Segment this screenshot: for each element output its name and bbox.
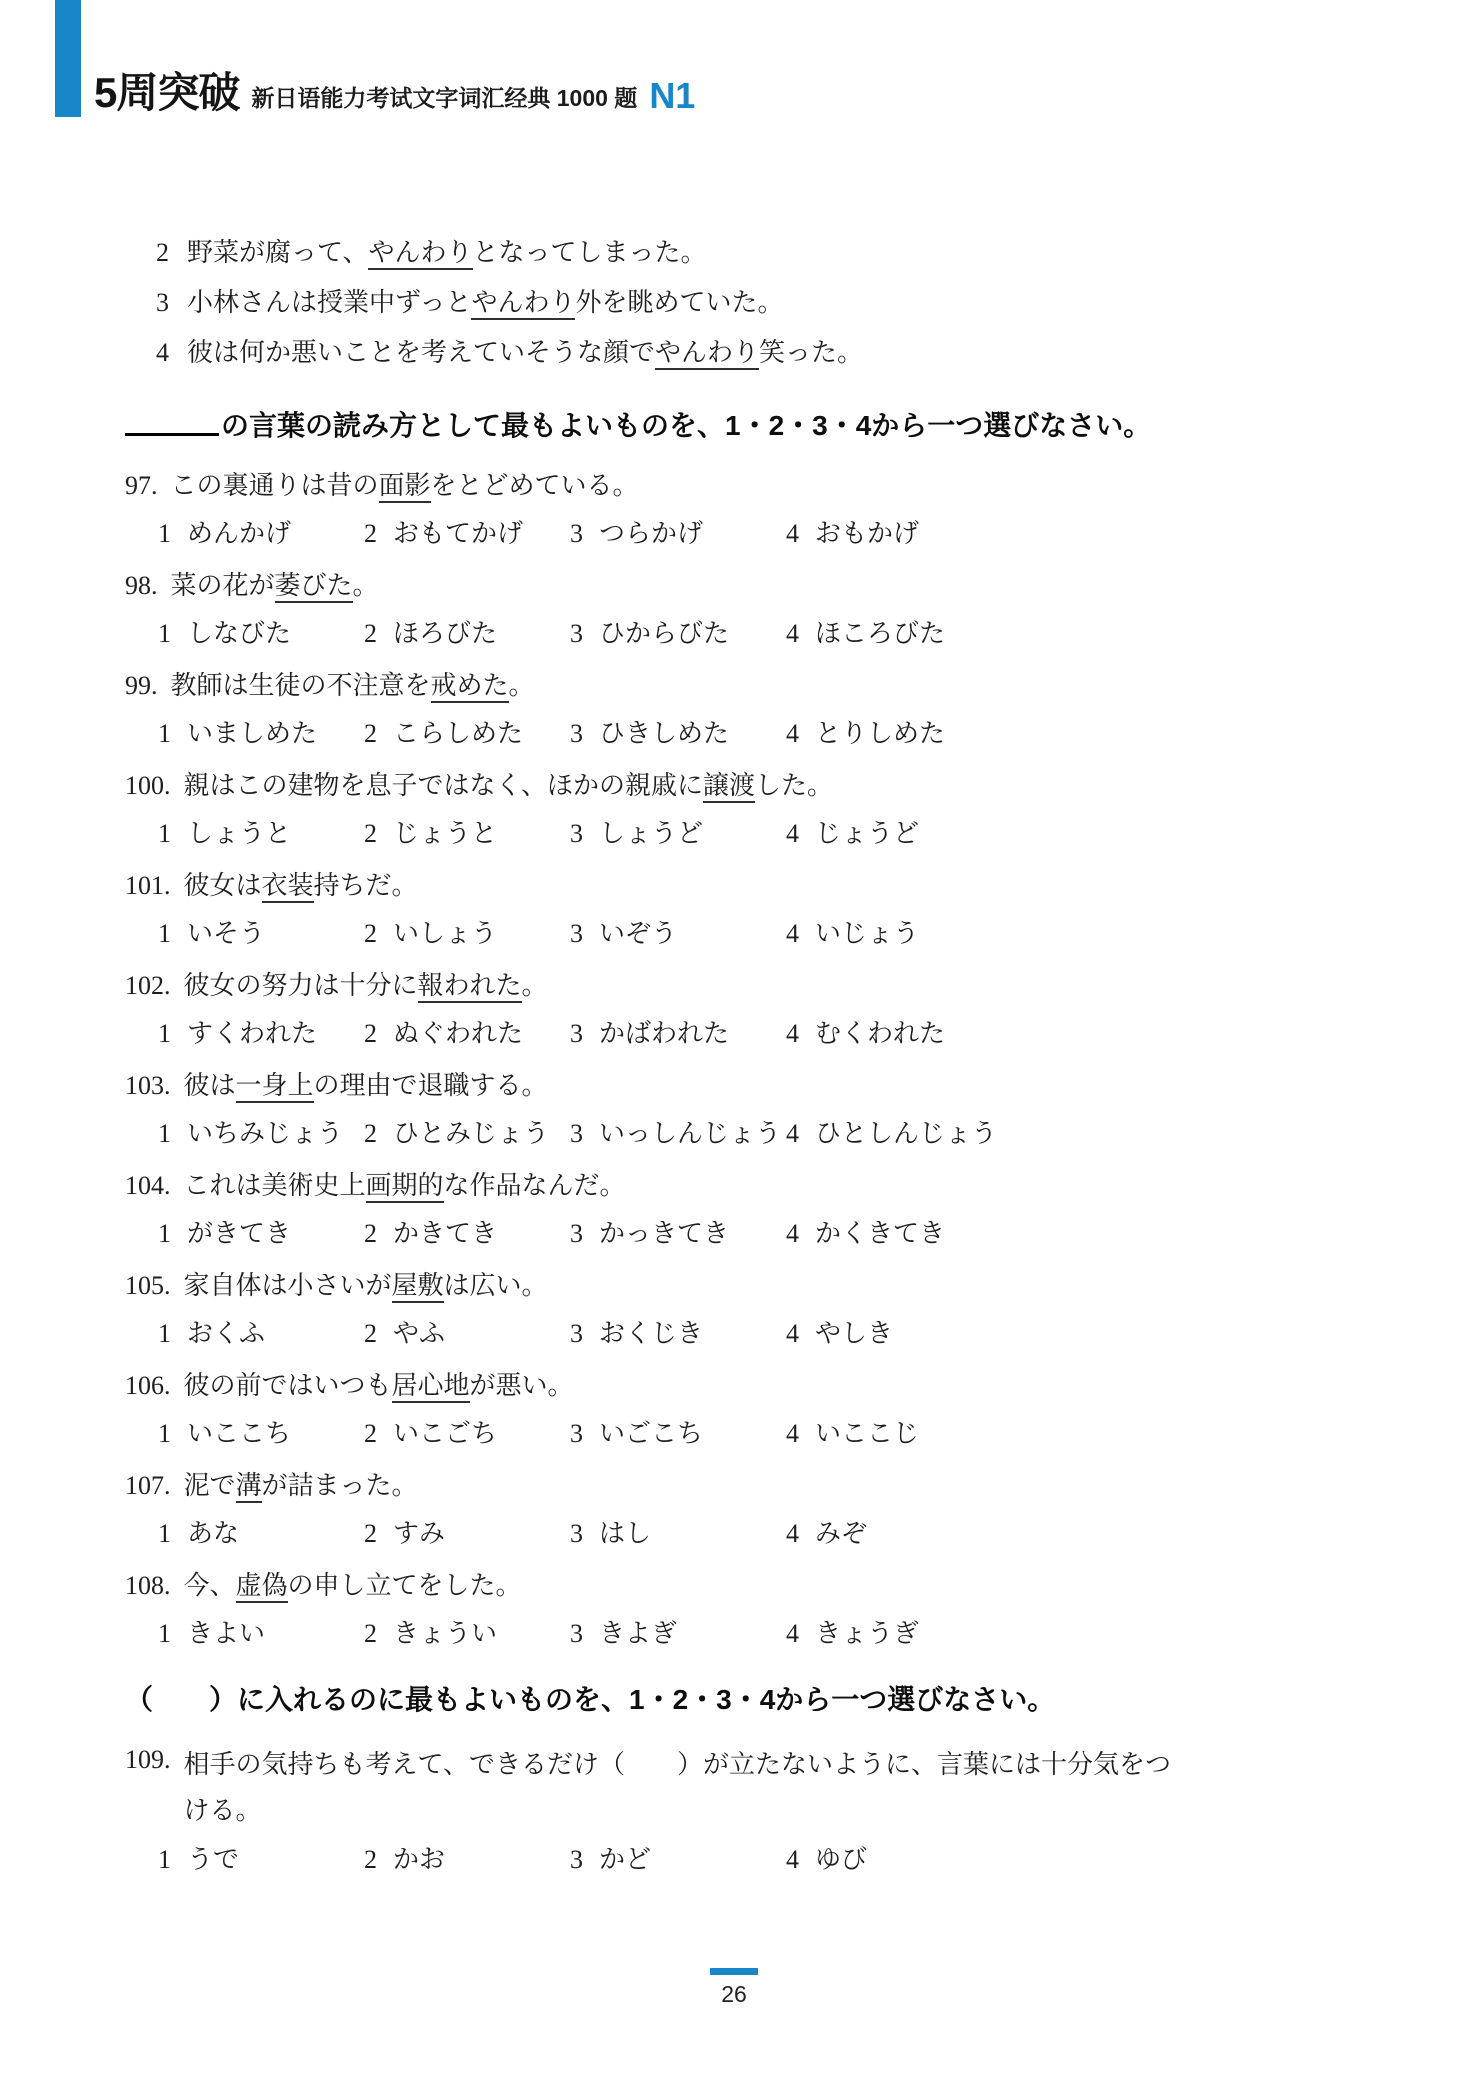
question-number: 101. xyxy=(125,871,171,900)
sentence-post: は広い。 xyxy=(443,1271,548,1300)
option-3 xyxy=(570,616,786,652)
option-sentence xyxy=(187,278,783,328)
series-title: 5周突破 xyxy=(94,69,240,116)
question-number: 106. xyxy=(125,1371,171,1400)
option-4 xyxy=(786,816,1351,852)
option-text: いここち xyxy=(187,1419,292,1448)
option-text: いこごち xyxy=(393,1419,498,1448)
option-text: いましめた xyxy=(187,719,318,748)
option-1 xyxy=(158,516,364,552)
option-text: みぞ xyxy=(815,1519,868,1548)
option-3 xyxy=(570,516,786,552)
option-number: 2 xyxy=(364,619,377,648)
option-text: ひきしめた xyxy=(599,719,730,748)
option-number: 1 xyxy=(158,1019,171,1048)
option-text: ひとみじょう xyxy=(393,1119,550,1148)
question-108 xyxy=(125,1568,1351,1652)
sentence-post: 。 xyxy=(508,671,535,700)
option-number: 3 xyxy=(570,519,583,548)
option-sentence xyxy=(187,228,707,278)
option-number: 2 xyxy=(364,1619,377,1648)
underlined-term: 屋敷 xyxy=(392,1271,444,1303)
question-number: 105. xyxy=(125,1271,171,1300)
header-accent-bar xyxy=(55,0,81,117)
underlined-term: 譲渡 xyxy=(703,771,755,803)
option-2 xyxy=(364,1842,570,1878)
options-row xyxy=(158,1416,1351,1452)
option-2 xyxy=(364,1416,570,1452)
sentence-pre: 彼は何か悪いことを考えていそうな顔で xyxy=(187,338,656,367)
sentence-pre: 彼女は xyxy=(183,871,262,900)
question-104 xyxy=(125,1168,1351,1252)
option-number: 2 xyxy=(364,1019,377,1048)
question-sentence xyxy=(184,1168,1352,1204)
option-number: 1 xyxy=(158,519,171,548)
instruction-text: の言葉の読み方として最もよいものを、1・2・3・4から一つ選びなさい。 xyxy=(221,410,1152,441)
option-number: 4 xyxy=(786,1219,799,1248)
underlined-term: 戒めた xyxy=(431,671,509,703)
option-1 xyxy=(158,1116,364,1152)
option-2 xyxy=(364,1616,570,1652)
underlined-term: 衣装 xyxy=(262,871,314,903)
option-3 xyxy=(570,1016,786,1052)
option-2 xyxy=(364,1516,570,1552)
question-sentence xyxy=(184,1368,1352,1404)
option-3 xyxy=(570,1116,786,1152)
options-row xyxy=(158,1116,1351,1152)
options-row xyxy=(158,716,1351,752)
option-text: がきてき xyxy=(187,1219,292,1248)
section-instruction-fill-in xyxy=(125,1670,1351,1726)
sentence-post: 笑った。 xyxy=(759,338,864,367)
option-text: おくじき xyxy=(599,1319,704,1348)
sentence-post: 。 xyxy=(521,971,548,1000)
carryover-option-3 xyxy=(156,278,1351,328)
page-footer xyxy=(0,1968,1468,2008)
underlined-term: 画期的 xyxy=(366,1171,444,1203)
question-number: 109. xyxy=(125,1745,171,1774)
option-1 xyxy=(158,616,364,652)
option-number: 2 xyxy=(364,1319,377,1348)
question-number: 99. xyxy=(125,671,158,700)
sentence-pre: 彼は xyxy=(183,1071,236,1100)
option-1 xyxy=(158,1316,364,1352)
question-sentence xyxy=(171,468,1352,504)
option-number: 2 xyxy=(364,1419,377,1448)
options-row xyxy=(158,1016,1351,1052)
option-2 xyxy=(364,616,570,652)
question-number: 100. xyxy=(125,771,171,800)
sentence-post: が悪い。 xyxy=(469,1371,574,1400)
option-4 xyxy=(786,1842,1351,1878)
option-number: 3 xyxy=(570,1119,583,1148)
option-number: 1 xyxy=(158,1845,171,1874)
underlined-term: やんわり xyxy=(471,288,575,320)
option-text: やふ xyxy=(393,1319,446,1348)
option-3 xyxy=(570,916,786,952)
option-text: きょうぎ xyxy=(815,1619,920,1648)
option-number: 4 xyxy=(786,1119,799,1148)
question-99 xyxy=(125,668,1351,752)
option-text: すみ xyxy=(393,1519,446,1548)
page-header xyxy=(94,0,695,118)
sentence-pre: 家自体は小さいが xyxy=(183,1271,392,1300)
option-text: いそう xyxy=(187,919,266,948)
option-text: きょうい xyxy=(393,1619,498,1648)
option-1 xyxy=(158,816,364,852)
option-number: 1 xyxy=(158,819,171,848)
page-content xyxy=(125,228,1351,1878)
options-row xyxy=(158,1842,1351,1878)
underlined-term: 報われた xyxy=(418,971,522,1003)
option-4 xyxy=(786,1116,1351,1152)
option-text: つらかげ xyxy=(599,519,704,548)
question-number: 107. xyxy=(125,1471,171,1500)
sentence-post: 持ちだ。 xyxy=(313,871,418,900)
question-number: 104. xyxy=(125,1171,171,1200)
sentence-pre: 小林さんは授業中ずっと xyxy=(187,288,472,317)
option-number: 4 xyxy=(786,1619,799,1648)
option-text: しょうど xyxy=(599,819,704,848)
options-row xyxy=(158,1616,1351,1652)
option-text: あな xyxy=(187,1519,240,1548)
option-text: かっきてき xyxy=(599,1219,730,1248)
sentence-post: した。 xyxy=(755,771,834,800)
option-text: いじょう xyxy=(815,919,920,948)
sentence-pre: この裏通りは昔の xyxy=(170,471,379,500)
option-number: 4 xyxy=(786,1019,799,1048)
option-text: ひからびた xyxy=(599,619,730,648)
option-4 xyxy=(786,716,1351,752)
option-3 xyxy=(570,816,786,852)
option-number: 3 xyxy=(570,1419,583,1448)
option-number: 4 xyxy=(786,1845,799,1874)
option-text: いしょう xyxy=(393,919,498,948)
question-sentence xyxy=(171,568,1352,604)
section-instruction-reading xyxy=(125,396,1351,452)
option-2 xyxy=(364,716,570,752)
option-text: しょうと xyxy=(187,819,292,848)
option-2 xyxy=(364,516,570,552)
option-text: ひとしんじょう xyxy=(815,1119,998,1148)
options-row xyxy=(158,816,1351,852)
option-number: 2 xyxy=(364,519,377,548)
option-number: 1 xyxy=(158,1219,171,1248)
option-1 xyxy=(158,716,364,752)
option-number: 1 xyxy=(158,1319,171,1348)
underlined-term: 居心地 xyxy=(392,1371,470,1403)
option-2 xyxy=(364,1016,570,1052)
question-103 xyxy=(125,1068,1351,1152)
option-text: とりしめた xyxy=(815,719,946,748)
sentence-post: をとどめている。 xyxy=(430,471,639,500)
option-text: いぞう xyxy=(599,919,678,948)
option-text: ほろびた xyxy=(393,619,498,648)
option-4 xyxy=(786,1216,1351,1252)
option-text: めんかげ xyxy=(187,519,292,548)
sentence-pre: 菜の花が xyxy=(170,571,275,600)
option-number: 1 xyxy=(158,1119,171,1148)
question-sentence xyxy=(184,1068,1352,1104)
option-number: 2 xyxy=(364,1219,377,1248)
option-text: きよぎ xyxy=(599,1619,678,1648)
option-3 xyxy=(570,716,786,752)
sentence-post: 外を眺めていた。 xyxy=(575,288,784,317)
options-row xyxy=(158,1216,1351,1252)
option-4 xyxy=(786,1516,1351,1552)
underlined-term: 面影 xyxy=(379,471,431,503)
option-text: おもてかげ xyxy=(393,519,524,548)
option-text: はし xyxy=(599,1519,652,1548)
question-sentence xyxy=(184,1468,1352,1504)
option-number: 1 xyxy=(158,919,171,948)
underlined-term: 一身上 xyxy=(236,1071,314,1103)
sentence-pre: 彼女の努力は十分に xyxy=(183,971,418,1000)
sentence-pre: 彼の前ではいつも xyxy=(183,1371,392,1400)
option-3 xyxy=(570,1316,786,1352)
page-number: 26 xyxy=(721,1981,747,2007)
option-number: 1 xyxy=(158,619,171,648)
option-4 xyxy=(786,916,1351,952)
option-number: 2 xyxy=(364,919,377,948)
option-2 xyxy=(364,916,570,952)
option-number: 3 xyxy=(570,1219,583,1248)
option-4 xyxy=(786,1016,1351,1052)
option-1 xyxy=(158,1616,364,1652)
option-4 xyxy=(786,616,1351,652)
sentence-pre: これは美術史上 xyxy=(183,1171,366,1200)
option-number: 4 xyxy=(156,338,169,367)
sentence-post: な作品なんだ。 xyxy=(443,1171,626,1200)
option-text: ゆび xyxy=(815,1845,868,1874)
option-text: ほころびた xyxy=(815,619,946,648)
option-number: 3 xyxy=(570,619,583,648)
underlined-term: 虚偽 xyxy=(236,1571,288,1603)
option-number: 3 xyxy=(570,919,583,948)
option-text: きよい xyxy=(187,1619,266,1648)
option-number: 1 xyxy=(158,719,171,748)
option-number: 1 xyxy=(158,1619,171,1648)
question-sentence xyxy=(171,668,1352,704)
option-text: いごこち xyxy=(599,1419,704,1448)
option-3 xyxy=(570,1616,786,1652)
sentence-pre: 野菜が腐って、 xyxy=(187,238,369,267)
question-sentence xyxy=(184,968,1352,1004)
option-text: かお xyxy=(393,1845,446,1874)
sentence-post: となってしまった。 xyxy=(472,238,707,267)
option-text: かばわれた xyxy=(599,1019,730,1048)
question-107 xyxy=(125,1468,1351,1552)
question-number: 103. xyxy=(125,1071,171,1100)
option-4 xyxy=(786,1316,1351,1352)
options-row xyxy=(158,516,1351,552)
question-97 xyxy=(125,468,1351,552)
option-text: しなびた xyxy=(187,619,292,648)
options-row xyxy=(158,1516,1351,1552)
question-105 xyxy=(125,1268,1351,1352)
option-number: 2 xyxy=(364,1519,377,1548)
option-text: うで xyxy=(187,1845,240,1874)
book-subtitle: 新日语能力考试文字词汇经典 1000 题 xyxy=(251,85,638,111)
sentence-post: 。 xyxy=(352,571,379,600)
option-2 xyxy=(364,1116,570,1152)
question-100 xyxy=(125,768,1351,852)
option-text: かど xyxy=(599,1845,652,1874)
option-number: 3 xyxy=(570,719,583,748)
option-text: むくわれた xyxy=(815,1019,946,1048)
option-3 xyxy=(570,1516,786,1552)
option-number: 2 xyxy=(156,238,169,267)
option-number: 4 xyxy=(786,1419,799,1448)
option-3 xyxy=(570,1416,786,1452)
option-text: いここじ xyxy=(815,1419,920,1448)
footer-accent-bar xyxy=(710,1968,758,1975)
underlined-term: 溝 xyxy=(236,1471,262,1503)
underlined-term: やんわり xyxy=(368,238,472,270)
option-text: じょうと xyxy=(393,819,498,848)
option-text: かきてき xyxy=(393,1219,498,1248)
option-number: 4 xyxy=(786,819,799,848)
option-number: 3 xyxy=(570,1019,583,1048)
option-number: 4 xyxy=(786,1519,799,1548)
carryover-option-4 xyxy=(156,328,1351,378)
option-text: ぬぐわれた xyxy=(393,1019,524,1048)
carryover-option-2 xyxy=(156,228,1351,278)
blank-underline xyxy=(125,413,219,436)
option-1 xyxy=(158,1416,364,1452)
option-number: 2 xyxy=(364,819,377,848)
option-text: いちみじょう xyxy=(187,1119,344,1148)
option-number: 1 xyxy=(158,1419,171,1448)
question-109 xyxy=(125,1742,1351,1878)
sentence-pre: 今、 xyxy=(183,1571,236,1600)
question-number: 102. xyxy=(125,971,171,1000)
option-number: 4 xyxy=(786,519,799,548)
underlined-term: 萎びた xyxy=(275,571,353,603)
question-sentence xyxy=(184,868,1352,904)
option-text: おもかげ xyxy=(815,519,920,548)
sentence-line-2: ける。 xyxy=(183,1796,262,1825)
question-number: 98. xyxy=(125,571,158,600)
instruction-text: （ ）に入れるのに最もよいものを、1・2・3・4から一つ選びなさい。 xyxy=(125,1684,1056,1715)
option-number: 3 xyxy=(570,1845,583,1874)
option-text: おくふ xyxy=(187,1319,266,1348)
question-sentence xyxy=(184,768,1352,804)
option-number: 4 xyxy=(786,919,799,948)
options-row xyxy=(158,616,1351,652)
option-4 xyxy=(786,1616,1351,1652)
sentence-pre: 親はこの建物を息子ではなく、ほかの親戚に xyxy=(183,771,703,800)
question-106 xyxy=(125,1368,1351,1452)
options-row xyxy=(158,916,1351,952)
option-2 xyxy=(364,1216,570,1252)
option-number: 2 xyxy=(364,1119,377,1148)
option-2 xyxy=(364,1316,570,1352)
option-1 xyxy=(158,916,364,952)
option-text: こらしめた xyxy=(393,719,524,748)
option-1 xyxy=(158,1516,364,1552)
option-text: かくきてき xyxy=(815,1219,946,1248)
option-3 xyxy=(570,1216,786,1252)
option-4 xyxy=(786,1416,1351,1452)
question-98 xyxy=(125,568,1351,652)
sentence-line-1: 相手の気持ちも考えて、できるだけ（ ）が立たないように、言葉には十分気をつ xyxy=(183,1750,1171,1779)
option-text: やしき xyxy=(815,1319,894,1348)
option-4 xyxy=(786,516,1351,552)
option-number: 1 xyxy=(158,1519,171,1548)
option-1 xyxy=(158,1842,364,1878)
option-2 xyxy=(364,816,570,852)
sentence-pre: 教師は生徒の不注意を xyxy=(170,671,431,700)
option-number: 3 xyxy=(570,1519,583,1548)
option-3 xyxy=(570,1842,786,1878)
option-number: 3 xyxy=(570,1619,583,1648)
sentence-post: が詰まった。 xyxy=(261,1471,418,1500)
options-row xyxy=(158,1316,1351,1352)
option-number: 2 xyxy=(364,1845,377,1874)
sentence-pre: 泥で xyxy=(183,1471,236,1500)
question-sentence xyxy=(184,1268,1352,1304)
question-102 xyxy=(125,968,1351,1052)
option-number: 4 xyxy=(786,719,799,748)
option-text: いっしんじょう xyxy=(599,1119,782,1148)
option-text: じょうど xyxy=(815,819,920,848)
question-sentence xyxy=(184,1568,1352,1604)
option-1 xyxy=(158,1016,364,1052)
option-1 xyxy=(158,1216,364,1252)
option-number: 2 xyxy=(364,719,377,748)
underlined-term: やんわり xyxy=(655,338,759,370)
option-sentence xyxy=(187,328,863,378)
option-number: 4 xyxy=(786,1319,799,1348)
level-badge: N1 xyxy=(649,75,696,116)
question-number: 108. xyxy=(125,1571,171,1600)
option-text: すくわれた xyxy=(187,1019,318,1048)
question-101 xyxy=(125,868,1351,952)
question-sentence xyxy=(184,1742,1344,1834)
sentence-post: の理由で退職する。 xyxy=(313,1071,548,1100)
option-number: 3 xyxy=(156,288,169,317)
option-number: 3 xyxy=(570,1319,583,1348)
option-number: 3 xyxy=(570,819,583,848)
sentence-post: の申し立てをした。 xyxy=(287,1571,522,1600)
question-number: 97. xyxy=(125,471,158,500)
option-number: 4 xyxy=(786,619,799,648)
